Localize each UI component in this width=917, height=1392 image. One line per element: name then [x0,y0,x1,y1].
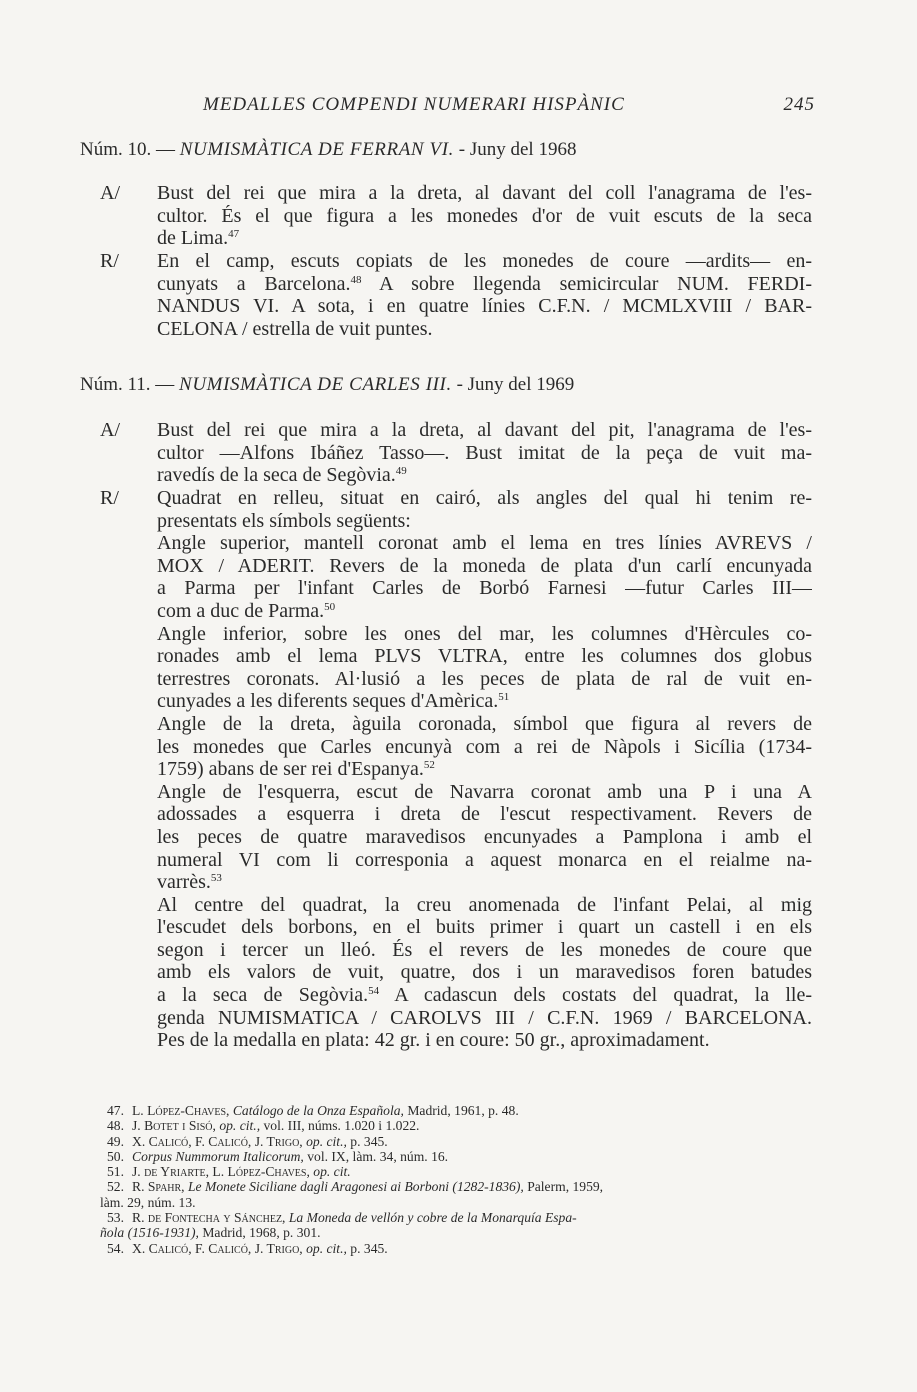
obverse-label: A/ [100,182,120,204]
text-line [157,984,812,1007]
footnote-ref: 49 [395,465,407,478]
entry-number: Núm. 11. — [80,374,175,395]
footnote-rest: Madrid, 1961, p. 48. [407,1103,519,1118]
line-text: cunyats a Barcelona. [157,272,351,295]
footnote-ref: 53 [210,872,222,885]
footnote-ref: 51 [498,691,510,704]
footnote-number: 52. [107,1179,124,1195]
line-text: a la seca de Segòvia. [157,984,369,1007]
text-line [157,227,812,250]
running-header [203,94,815,116]
line-text: com a duc de Parma. [157,599,325,622]
footnote-number: 54. [107,1240,124,1256]
line-text: ravedís de la seca de Segòvia. [157,464,396,487]
footnote-number: 50. [107,1148,124,1164]
reverse-label: R/ [100,250,119,272]
text-line: numeral VI com li corresponia a aquest monarca en el reialme na- [157,848,812,871]
footnote-work: op. cit., [306,1240,347,1256]
footnote-work: op. cit., [219,1118,261,1134]
text-line: Angle superior, mantell coronat amb el lema en tres línies AVREVS / [157,532,812,555]
footnote [100,1241,812,1256]
footnote-ref: 52 [423,759,435,772]
footnote-number: 47. [107,1103,124,1118]
footnote-author: R. de Fontecha y Sánchez, [132,1210,286,1226]
footnote-rest: làm. 29, núm. 13. [100,1194,196,1210]
footnotes [100,1103,812,1256]
entry-title: NUMISMÀTICA DE FERRAN VI. [179,139,455,160]
footnote-rest: p. 345. [350,1240,388,1256]
text-line: terrestres coronats. Al·lusió a les peces de plata de ral de vuit en- [157,667,812,690]
running-title: MEDALLES COMPENDI NUMERARI HISPÀNIC [203,94,625,115]
text-line: Quadrat en relleu, situat en cairó, als angles del qual hi tenim re- [157,487,812,509]
footnote [100,1103,812,1118]
text-line: les monedes que Carles encunyà com a rei de Nàpols i Sicília (1734- [157,735,812,758]
reverse-description [157,250,812,340]
footnote-number: 51. [107,1164,124,1180]
footnote-work: ñola (1516-1931), [100,1225,199,1241]
footnote [100,1118,812,1133]
text-line [157,871,812,894]
text-line: ronades amb el lema PLVS VLTRA, entre les columnes dos globus [157,645,812,668]
footnote-number: 49. [107,1133,124,1149]
reverse-description [157,487,812,1052]
obverse-description [157,419,812,487]
footnote-ref: 48 [350,273,362,286]
text-line: Bust del rei que mira a la dreta, al davant del pit, l'anagrama de l'es- [157,419,812,441]
line-text: A cadascun dels costats del quadrat, la lle- [379,984,812,1007]
entry-heading [80,374,574,396]
text-line: segon i tercer un lleó. És el revers de les monedes de coure que [157,938,812,961]
footnote-work: La Moneda de vellón y cobre de la Monarquía Espa- [288,1210,577,1226]
footnote [100,1149,812,1164]
text-line: cultor —Alfons Ibáñez Tasso—. Bust imitat de la peça de vuit ma- [157,441,812,464]
entry-date: - Juny del 1968 [458,139,577,160]
footnote-work: op. cit. [313,1164,351,1180]
text-line: adossades a esquerra i dreta de l'escut respectivament. Revers de [157,803,812,826]
footnote-number: 48. [107,1118,124,1134]
page-number: 245 [783,94,815,115]
line-text: cunyades a les diferents seques d'Amèrica. [157,690,499,713]
footnote [100,1134,812,1149]
footnote-rest: vol. III, núms. 1.020 i 1.022. [263,1118,420,1134]
line-text: varrès. [157,871,211,894]
obverse-description [157,182,812,250]
entry-date: - Juny del 1969 [456,374,575,395]
text-line: Pes de la medalla en plata: 42 gr. i en coure: 50 gr., aproximadament. [157,1029,710,1052]
footnote-rest: p. 345. [350,1133,388,1149]
footnote-work: Catálogo de la Onza Española, [232,1103,404,1118]
text-line: Al centre del quadrat, la creu anomenada de l'infant Pelai, al mig [157,893,812,916]
entry-heading [80,139,576,161]
text-line: NANDUS VI. A sota, i en quatre línies C.F.N. / MCMLXVIII / BAR- [157,295,812,318]
footnote [100,1164,812,1179]
footnote-rest: Palerm, 1959, [527,1179,604,1195]
reverse-label: R/ [100,487,119,509]
text-line [157,758,812,781]
footnote-continuation [100,1225,812,1240]
footnote-author: L. López-Chaves, [132,1103,230,1118]
text-line: CELONA / estrella de vuit puntes. [157,317,433,340]
entry-title: NUMISMÀTICA DE CARLES III. [179,374,452,395]
line-text: A sobre llegenda semicircular NUM. FERDI- [361,272,812,295]
text-line: En el camp, escuts copiats de les monedes de coure —ardits— en- [157,250,812,272]
text-line [157,464,812,487]
footnote-rest: vol. IX, làm. 34, núm. 16. [307,1148,449,1164]
text-line: a Parma per l'infant Carles de Borbó Farnesi —futur Carles III— [157,577,812,600]
footnote-work: op. cit., [306,1133,347,1149]
text-line: l'escudet dels borbons, en el buits primer i quart un castell i en els [157,916,812,939]
text-line [157,600,812,623]
footnote-continuation [100,1195,812,1210]
text-line: Angle inferior, sobre les ones del mar, les columnes d'Hèrcules co- [157,622,812,645]
line-text: de Lima. [157,227,229,250]
footnote-ref: 54 [368,985,380,998]
footnote [100,1179,812,1194]
obverse-label: A/ [100,419,120,441]
footnote-author: X. Calicó, F. Calicó, J. Trigo, [132,1240,303,1256]
footnote-work: Corpus Nummorum Italicorum, [132,1148,304,1164]
footnote-author: R. Spahr, [132,1179,185,1195]
footnote-author: X. Calicó, F. Calicó, J. Trigo, [132,1133,303,1149]
text-line [157,273,812,296]
text-line: MOX / ADERIT. Revers de la moneda de plata d'un carlí encunyada [157,554,812,577]
text-line [157,690,812,713]
footnote-ref: 50 [324,600,336,613]
entry-number: Núm. 10. — [80,139,175,160]
footnote-rest: Madrid, 1968, p. 301. [202,1225,321,1241]
footnote-author: J. Botet i Sisó, [132,1118,216,1134]
footnote [100,1210,812,1225]
footnote-author: J. de Yriarte, L. López-Chaves, [132,1164,310,1180]
footnote-work: Le Monete Siciliane dagli Aragonesi ai Borboni (1282-1836), [188,1179,524,1195]
footnote-ref: 47 [228,228,240,241]
text-line: amb els valors de vuit, quatre, dos i un maravedisos foren batudes [157,961,812,984]
text-line: cultor. És el que figura a les monedes d'or de vuit escuts de la seca [157,204,812,227]
text-line: genda NUMISMATICA / CAROLVS III / C.F.N. 1969 / BARCELONA. [157,1006,812,1029]
text-line: Angle de la dreta, àguila coronada, símbol que figura al revers de [157,712,812,735]
text-line: Bust del rei que mira a la dreta, al davant del coll l'anagrama de l'es- [157,182,812,204]
text-line: Angle de l'esquerra, escut de Navarra coronat amb una P i una A [157,780,812,803]
text-line: presentats els símbols següents: [157,509,411,532]
line-text: 1759) abans de ser rei d'Espanya. [157,758,424,781]
footnote-number: 53. [107,1210,124,1226]
text-line: les peces de quatre maravedisos encunyades a Pamplona i amb el [157,825,812,848]
